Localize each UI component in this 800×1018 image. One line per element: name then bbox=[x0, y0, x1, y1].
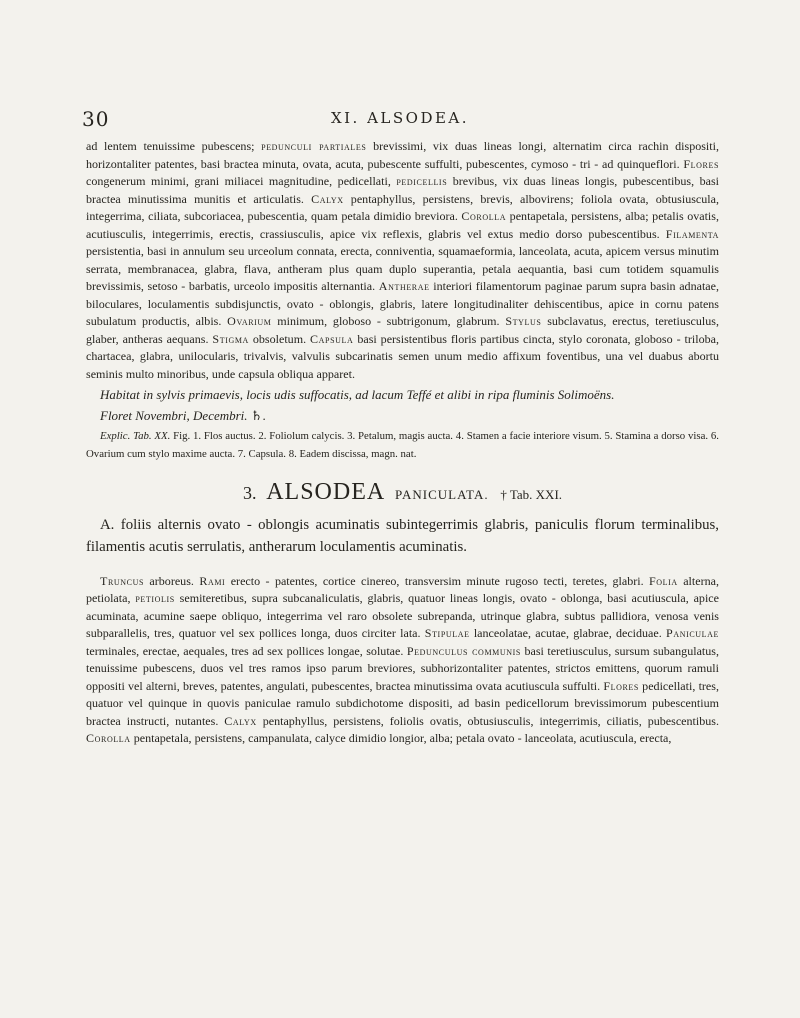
text-run: Fig. 1. Flos auctus. 2. Foliolum calycis. 3. Petalum, magis aucta. 4. Stamen a facie interiore visum. 5. Stamina a dorso visa. 6. Ovarium cum stylo maxime aucta. 7. Capsula. 8. Eadem discissa, magn. nat. bbox=[86, 430, 719, 460]
text-run: arboreus. bbox=[144, 573, 200, 588]
organ-term: Rami bbox=[199, 573, 226, 588]
floret-text: Floret Novembri, Decembri. bbox=[100, 408, 248, 423]
text-run: semiteretibus, supra subcanaliculatis, glabris, quatuor lineas longis, ovato - oblonga, basi acutiuscula, apice acuminata, acumine saepe obliquo, integerrima vel raro obsolete subrepanda, utrinque glabra, subtus pallidiora, venosa venis subparallelis, tres, quatuor vel sex pollices longa, duos circiter lata. bbox=[86, 591, 719, 641]
text-run: pentaphyllus, persistens, foliolis ovatis, obtusiusculis, integerrimis, ciliatis, pubescentibus. bbox=[256, 713, 719, 728]
organ-term: Folia bbox=[649, 573, 678, 588]
perennial-symbol: ♄. bbox=[250, 408, 266, 423]
text-run: pentaphyllus, persistens, brevis, albovirens; foliola ovata, obtusiuscula, integerrima, ciliata, subcoriacea, pubescentia, quam petala dimidio breviora. bbox=[86, 191, 719, 223]
organ-term: Filamenta bbox=[665, 226, 719, 241]
organ-term: Capsula bbox=[310, 331, 354, 346]
organ-term: petiolis bbox=[135, 591, 175, 606]
text-run: terminales, erectae, aequales, tres ad sex pollices longae, solutae. bbox=[86, 643, 407, 658]
species-description bbox=[86, 573, 719, 748]
description-paragraph-continued bbox=[86, 138, 719, 383]
species-diagnosis: A. foliis alternis ovato - oblongis acuminatis subintegerrimis glabris, paniculis florum terminalibus, filamentis acutis serrulatis, antherarum loculamentis acuminatis. bbox=[86, 517, 719, 555]
text-run: ad lentem tenuissime pubescens; bbox=[86, 139, 262, 153]
text-run: pentapetala, persistens, alba; petalis ovatis, acutiusculis, integerrimis, erectis, crassiusculis, apice vix reflexis, glabris vel extus medio dorso pubescentibus. bbox=[86, 209, 719, 241]
plate-explanation bbox=[86, 427, 719, 463]
text-run: subclavatus, erectus, teretiusculus, glaber, antheras aequans. bbox=[86, 314, 720, 346]
text-run: Explic. Tab. XX. bbox=[100, 430, 171, 442]
organ-term: Calyx bbox=[311, 191, 344, 206]
species-heading bbox=[86, 479, 719, 508]
organ-term: Flores bbox=[603, 678, 639, 693]
running-title: XI. ALSODEA. bbox=[330, 109, 470, 127]
text-run: minimum, globoso - subtrigonum, glabrum. bbox=[271, 314, 506, 328]
plate-reference: † Tab. XXI. bbox=[500, 487, 563, 502]
organ-term: Pedunculus communis bbox=[406, 643, 521, 658]
organ-term: pedunculi partiales bbox=[261, 139, 367, 153]
organ-term: Ovarium bbox=[227, 314, 272, 328]
page-header bbox=[0, 107, 800, 137]
organ-term: Paniculae bbox=[666, 626, 719, 641]
text-run: brevissimi, vix duas lineas longi, alternatim circa rachin dispositi, horizontaliter patentes, basi bractea minuta, ovata, acuta, pubescente suffulti, pubescentes, cymoso - tri - ad quinqueflori. bbox=[86, 139, 719, 171]
organ-term: Antherae bbox=[378, 279, 430, 293]
organ-term: Stigma bbox=[212, 331, 249, 346]
organ-term: Stipulae bbox=[424, 626, 470, 641]
text-run: basi teretiusculus, sursum subangulatus, tenuissime pubescens, duos vel tres ramos ipso parum breviores, subhorizontaliter patentes, strictos emittens, quorum ramuli oppositi vel alterni, breves, patentes, angulati, pubescentes, bractea minutissima ovata acutiuscula suffulti. bbox=[86, 643, 719, 693]
organ-term: pedicellis bbox=[396, 174, 448, 188]
page-body bbox=[86, 138, 719, 748]
text-run: persistentia, basi in annulum seu urceolum connata, erecta, conniventia, squamaeformia, lanceolata, acuta, apicem versus minutim serrata, membranacea, glabra, flava, antheram plus quam duplo superantia, petala aequantia, basi cum totidem squamulis brevissimis, setoso - barbatis, urceolo impositis alternantia. bbox=[86, 244, 719, 293]
page-number: 30 bbox=[82, 107, 110, 131]
text-run: pedicellati, tres, quatuor vel quinque in quovis paniculae ramulo subdichotome dispositi, ad basin pedicellorum brevissimorum pubescentium bractea instructi, nutantes. bbox=[86, 678, 719, 728]
floret-paragraph bbox=[86, 406, 719, 425]
species-number: 3. bbox=[242, 483, 257, 503]
text-run: basi persistentibus floris partibus cincta, stylo coronata, globoso - triloba, chartacea, glabra, unilocularis, trivalvis, valvulis subcarinatis semen unum medio affixum foventibus, una vel duabus abortu seminis multo minoribus, unde capsula obliqua apparet. bbox=[86, 331, 719, 381]
organ-term: Truncus bbox=[100, 573, 145, 588]
text-run: congenerum minimi, grani miliacei magnitudine, pedicellati, bbox=[86, 174, 397, 188]
text-run: alterna, petiolata, bbox=[86, 573, 719, 606]
habitat-paragraph: Habitat in sylvis primaevis, locis udis suffocatis, ad lacum Teffé et alibi in ripa fluminis Solimoëns. bbox=[100, 387, 615, 402]
text-run: lanceolatae, acutae, glabrae, deciduae. bbox=[469, 626, 667, 641]
text-run: brevibus, vix duas lineas longis, pubescentibus, basi bractea minutissima munitis et articulatis. bbox=[86, 174, 719, 206]
organ-term: Corolla bbox=[86, 731, 131, 746]
text-run: obsoletum. bbox=[248, 331, 311, 346]
organ-term: Flores bbox=[683, 156, 719, 171]
genus-name: ALSODEA bbox=[266, 479, 386, 505]
organ-term: Calyx bbox=[224, 713, 257, 728]
organ-term: Stylus bbox=[505, 314, 542, 328]
organ-term: Corolla bbox=[461, 209, 507, 223]
species-epithet: PANICULATA. bbox=[394, 487, 489, 502]
text-run: interiori filamentorum paginae parum supra basin adnatae, biloculares, loculamentis subdisjunctis, ovato - oblongis, glabris, latere longitudinaliter dehiscentibus, apice in cornu patens subulatum productis, albis. bbox=[86, 279, 719, 328]
text-run: pentapetala, persistens, campanulata, calyce dimidio longior, alba; petala ovato - lanceolata, acutiuscula, erecta, bbox=[130, 731, 672, 746]
text-run: erecto - patentes, cortice cinereo, transversim minute rugoso tecti, teretes, glabri. bbox=[225, 573, 649, 588]
